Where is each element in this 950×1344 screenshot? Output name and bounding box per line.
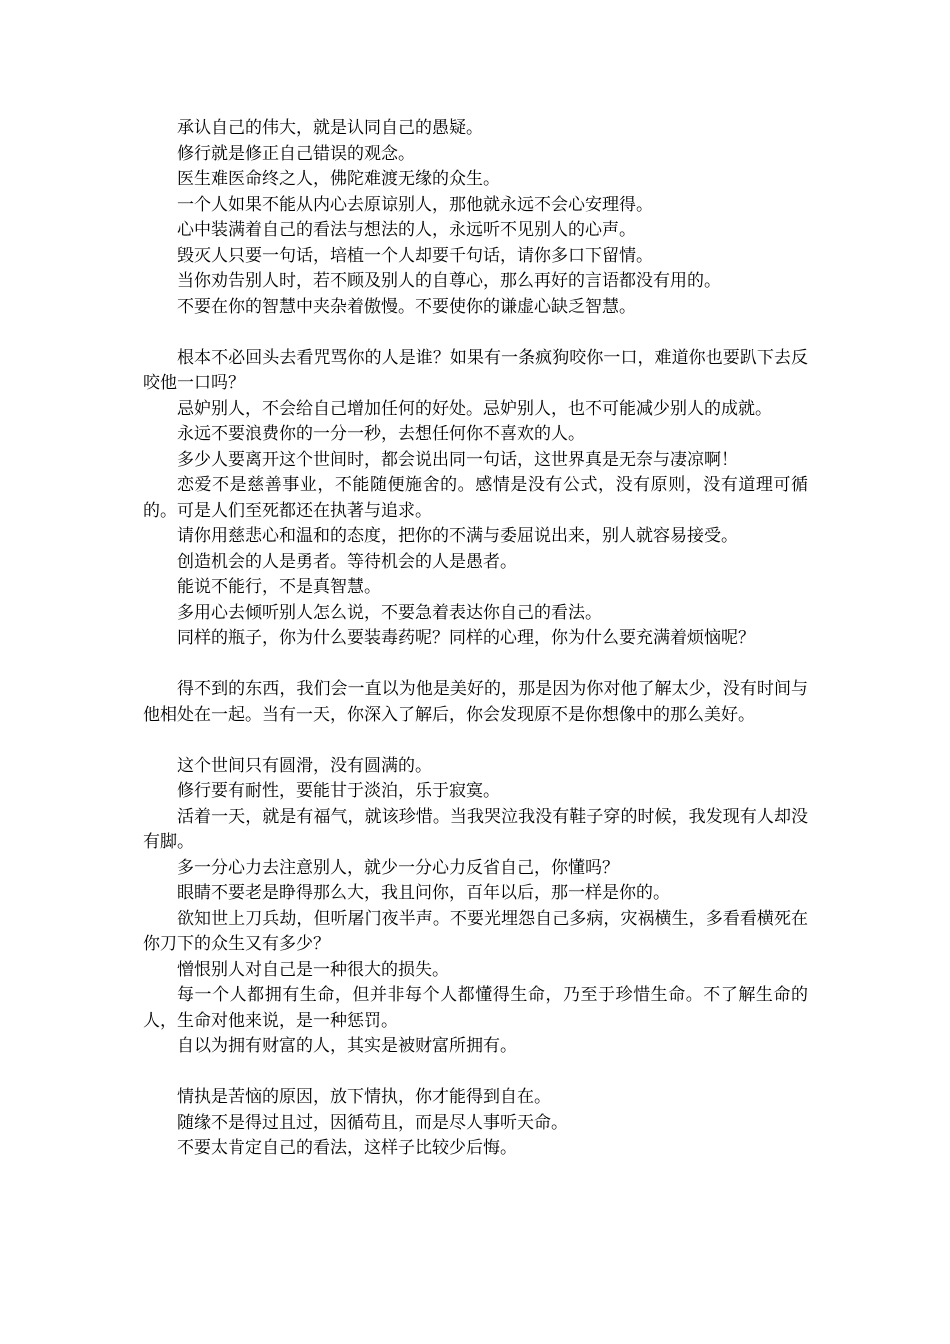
paragraph: 眼睛不要老是睁得那么大，我且问你，百年以后，那一样是你的。 [177,883,670,903]
paragraph: 修行要有耐性，要能甘于淡泊，乐于寂寞。 [177,781,500,801]
paragraph: 自以为拥有财富的人，其实是被财富所拥有。 [177,1036,517,1056]
section-3 [143,677,808,728]
paragraph: 情执是苦恼的原因，放下情执，你才能得到自在。 [177,1087,551,1107]
paragraph: 多用心去倾听别人怎么说，不要急着表达你自己的看法。 [177,602,602,623]
section-1 [143,116,808,320]
paragraph: 每一个人都拥有生命，但并非每个人都懂得生命，乃至于珍惜生命。不了解生命的人，生命对他来说，是一种惩罚。 [143,985,808,1031]
paragraph: 能说不能行，不是真智慧。 [177,577,381,597]
blank-line [143,728,808,754]
paragraph: 多少人要离开这个世间时，都会说出同一句话，这世界真是无奈与凄凉啊！ [177,449,738,470]
paragraph: 恋爱不是慈善事业，不能随便施舍的。感情是没有公式，没有原则，没有道理可循的。可是人们至死都还在执著与追求。 [143,475,808,521]
paragraph: 得不到的东西，我们会一直以为他是美好的，那是因为你对他了解太少，没有时间与他相处在一起。当有一天，你深入了解后，你会发现原不是你想像中的那么美好。 [143,679,808,725]
section-2 [143,346,808,652]
section-5 [143,1085,808,1162]
paragraph: 欲知世上刀兵劫，但听屠门夜半声。不要光埋怨自己多病，灾祸横生，多看看横死在你刀下的众生又有多少？ [143,908,808,954]
paragraph: 当你劝告别人时，若不顾及别人的自尊心，那么再好的言语都没有用的。 [177,271,721,291]
blank-line [143,1060,808,1086]
document-page [143,116,808,1162]
paragraph: 承认自己的伟大，就是认同自己的愚疑。 [177,118,483,138]
paragraph: 毁灭人只要一句话，培植一个人却要千句话，请你多口下留情。 [177,245,653,266]
blank-line [143,652,808,678]
paragraph: 心中装满着自己的看法与想法的人，永远听不见别人的心声。 [177,220,636,240]
paragraph: 请你用慈悲心和温和的态度，把你的不满与委屈说出来，别人就容易接受。 [177,526,738,546]
paragraph: 憎恨别人对自己是一种很大的损失。 [177,959,449,980]
paragraph: 多一分心力去注意别人，就少一分心力反省自己，你懂吗？ [177,857,619,878]
section-4 [143,754,808,1060]
paragraph: 忌妒别人，不会给自己增加任何的好处。忌妒别人，也不可能减少别人的成就。 [177,398,772,419]
paragraph: 随缘不是得过且过，因循苟且，而是尽人事听天命。 [177,1112,568,1133]
paragraph: 不要在你的智慧中夹杂着傲慢。不要使你的谦虚心缺乏智慧。 [177,296,636,317]
paragraph: 创造机会的人是勇者。等待机会的人是愚者。 [177,551,517,572]
blank-line [143,320,808,346]
paragraph: 不要太肯定自己的看法，这样子比较少后悔。 [177,1138,517,1158]
paragraph: 这个世间只有圆滑，没有圆满的。 [177,755,432,776]
paragraph: 同样的瓶子，你为什么要装毒药呢？同样的心理，你为什么要充满着烦恼呢？ [177,628,755,648]
paragraph: 永远不要浪费你的一分一秒，去想任何你不喜欢的人。 [177,424,585,444]
paragraph: 根本不必回头去看咒骂你的人是谁？如果有一条疯狗咬你一口，难道你也要趴下去反咬他一口吗？ [143,347,808,393]
paragraph: 一个人如果不能从内心去原谅别人，那他就永远不会心安理得。 [177,194,653,215]
paragraph: 活着一天，就是有福气，就该珍惜。当我哭泣我没有鞋子穿的时候，我发现有人却没有脚。 [143,806,808,852]
paragraph: 修行就是修正自己错误的观念。 [177,143,415,164]
paragraph: 医生难医命终之人，佛陀难渡无缘的众生。 [177,169,500,189]
